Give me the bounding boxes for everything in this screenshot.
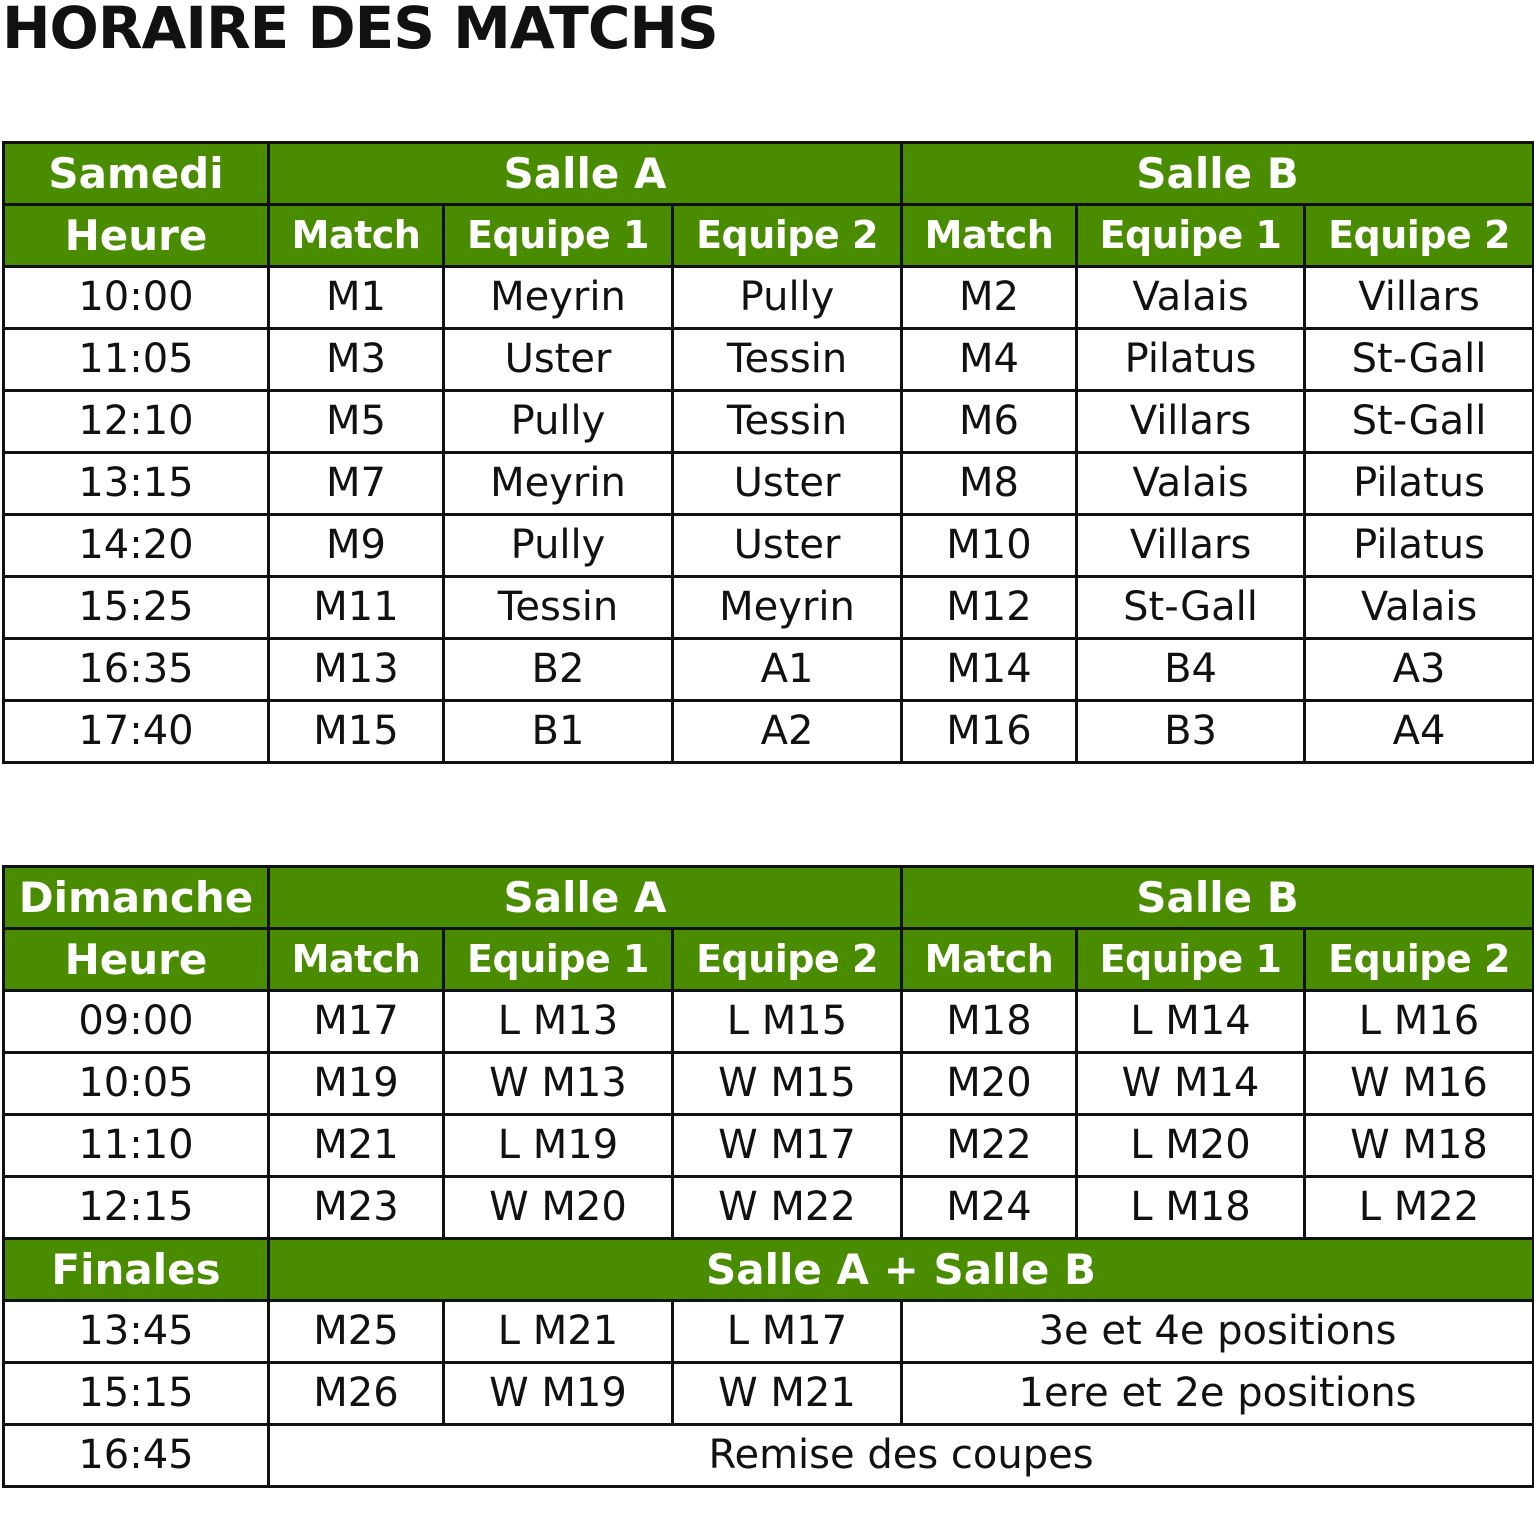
finals-rooms-header: Salle A + Salle B (269, 1239, 1534, 1301)
match-cell: M18 (902, 991, 1077, 1053)
team1-cell: L M14 (1077, 991, 1305, 1053)
team1-cell: B4 (1077, 639, 1305, 701)
position-description: 3e et 4e positions (902, 1301, 1534, 1363)
team2-cell: L M15 (673, 991, 902, 1053)
time-cell: 17:40 (4, 701, 269, 763)
column-header-row (4, 929, 1534, 991)
team1-cell: St-Gall (1077, 577, 1305, 639)
finals-row (4, 1363, 1534, 1425)
table-row (4, 329, 1534, 391)
match-cell: M3 (269, 329, 444, 391)
team1-cell: Meyrin (444, 267, 673, 329)
team1-cell: W M19 (444, 1363, 673, 1425)
team1-cell: Valais (1077, 453, 1305, 515)
position-description: 1ere et 2e positions (902, 1363, 1534, 1425)
team2-cell: A2 (673, 701, 902, 763)
match-cell: M6 (902, 391, 1077, 453)
team1-cell: Pully (444, 515, 673, 577)
time-cell: 11:05 (4, 329, 269, 391)
day-label: Dimanche (4, 867, 269, 929)
team2-cell: Meyrin (673, 577, 902, 639)
match-cell: M10 (902, 515, 1077, 577)
time-cell: 13:45 (4, 1301, 269, 1363)
team1-cell: B3 (1077, 701, 1305, 763)
team2-cell: Tessin (673, 329, 902, 391)
team1-cell: Villars (1077, 515, 1305, 577)
table-row (4, 577, 1534, 639)
team1-cell: L M18 (1077, 1177, 1305, 1239)
match-cell: M1 (269, 267, 444, 329)
column-header: Equipe 1 (444, 205, 673, 267)
table-row (4, 1053, 1534, 1115)
team2-cell: W M16 (1305, 1053, 1534, 1115)
match-cell: M17 (269, 991, 444, 1053)
column-header: Match (269, 929, 444, 991)
time-cell: 12:15 (4, 1177, 269, 1239)
team1-cell: Villars (1077, 391, 1305, 453)
team1-cell: B1 (444, 701, 673, 763)
column-header: Equipe 2 (1305, 205, 1534, 267)
match-cell: M16 (902, 701, 1077, 763)
team1-cell: Valais (1077, 267, 1305, 329)
match-cell: M21 (269, 1115, 444, 1177)
column-header: Match (902, 205, 1077, 267)
match-cell: M19 (269, 1053, 444, 1115)
match-cell: M2 (902, 267, 1077, 329)
time-cell: 10:00 (4, 267, 269, 329)
day-header-row (4, 867, 1534, 929)
time-cell: 10:05 (4, 1053, 269, 1115)
finals-row (4, 1301, 1534, 1363)
team2-cell: Pilatus (1305, 515, 1534, 577)
team2-cell: Uster (673, 515, 902, 577)
match-cell: M4 (902, 329, 1077, 391)
team1-cell: Pully (444, 391, 673, 453)
match-cell: M15 (269, 701, 444, 763)
finals-label: Finales (4, 1239, 269, 1301)
column-header: Match (269, 205, 444, 267)
team2-cell: Uster (673, 453, 902, 515)
team2-cell: Pilatus (1305, 453, 1534, 515)
team1-cell: Pilatus (1077, 329, 1305, 391)
team2-cell: W M15 (673, 1053, 902, 1115)
room-a-header: Salle A (269, 867, 902, 929)
day-header-row (4, 143, 1534, 205)
match-cell: M9 (269, 515, 444, 577)
room-b-header: Salle B (902, 867, 1534, 929)
match-cell: M26 (269, 1363, 444, 1425)
team2-cell: St-Gall (1305, 391, 1534, 453)
team2-cell: W M21 (673, 1363, 902, 1425)
match-cell: M25 (269, 1301, 444, 1363)
match-cell: M23 (269, 1177, 444, 1239)
team1-cell: L M13 (444, 991, 673, 1053)
team2-cell: W M22 (673, 1177, 902, 1239)
match-cell: M22 (902, 1115, 1077, 1177)
ceremony-row (4, 1425, 1534, 1487)
team2-cell: St-Gall (1305, 329, 1534, 391)
column-header: Equipe 1 (1077, 929, 1305, 991)
saturday-schedule-table (2, 141, 1534, 764)
column-header: Heure (4, 205, 269, 267)
team2-cell: A4 (1305, 701, 1534, 763)
match-cell: M20 (902, 1053, 1077, 1115)
table-row (4, 991, 1534, 1053)
team1-cell: Tessin (444, 577, 673, 639)
team2-cell: Valais (1305, 577, 1534, 639)
team2-cell: A3 (1305, 639, 1534, 701)
match-cell: M11 (269, 577, 444, 639)
team1-cell: B2 (444, 639, 673, 701)
time-cell: 16:35 (4, 639, 269, 701)
time-cell: 15:15 (4, 1363, 269, 1425)
team1-cell: W M13 (444, 1053, 673, 1115)
table-row (4, 639, 1534, 701)
column-header: Match (902, 929, 1077, 991)
team2-cell: W M18 (1305, 1115, 1534, 1177)
page-title: HORAIRE DES MATCHS (2, 0, 718, 62)
team2-cell: L M16 (1305, 991, 1534, 1053)
time-cell: 15:25 (4, 577, 269, 639)
team2-cell: A1 (673, 639, 902, 701)
team2-cell: Villars (1305, 267, 1534, 329)
room-a-header: Salle A (269, 143, 902, 205)
table-row (4, 701, 1534, 763)
finals-header-row (4, 1239, 1534, 1301)
team1-cell: Meyrin (444, 453, 673, 515)
time-cell: 12:10 (4, 391, 269, 453)
time-cell: 11:10 (4, 1115, 269, 1177)
column-header: Equipe 2 (673, 205, 902, 267)
match-cell: M13 (269, 639, 444, 701)
table-row (4, 391, 1534, 453)
room-b-header: Salle B (902, 143, 1534, 205)
match-cell: M14 (902, 639, 1077, 701)
match-cell: M8 (902, 453, 1077, 515)
time-cell: 14:20 (4, 515, 269, 577)
table-row (4, 1177, 1534, 1239)
match-cell: M24 (902, 1177, 1077, 1239)
day-label: Samedi (4, 143, 269, 205)
time-cell: 09:00 (4, 991, 269, 1053)
column-header: Equipe 2 (1305, 929, 1534, 991)
table-row (4, 453, 1534, 515)
team1-cell: W M20 (444, 1177, 673, 1239)
time-cell: 16:45 (4, 1425, 269, 1487)
table-row (4, 267, 1534, 329)
team1-cell: L M19 (444, 1115, 673, 1177)
match-cell: M12 (902, 577, 1077, 639)
column-header: Equipe 1 (1077, 205, 1305, 267)
column-header: Equipe 1 (444, 929, 673, 991)
table-row (4, 1115, 1534, 1177)
team2-cell: W M17 (673, 1115, 902, 1177)
team1-cell: L M20 (1077, 1115, 1305, 1177)
team2-cell: L M17 (673, 1301, 902, 1363)
team1-cell: Uster (444, 329, 673, 391)
time-cell: 13:15 (4, 453, 269, 515)
column-header: Equipe 2 (673, 929, 902, 991)
team2-cell: Tessin (673, 391, 902, 453)
sunday-schedule-table (2, 865, 1534, 1488)
team2-cell: Pully (673, 267, 902, 329)
column-header-row (4, 205, 1534, 267)
match-cell: M7 (269, 453, 444, 515)
table-row (4, 515, 1534, 577)
team2-cell: L M22 (1305, 1177, 1534, 1239)
match-cell: M5 (269, 391, 444, 453)
ceremony-description: Remise des coupes (269, 1425, 1534, 1487)
team1-cell: L M21 (444, 1301, 673, 1363)
team1-cell: W M14 (1077, 1053, 1305, 1115)
column-header: Heure (4, 929, 269, 991)
